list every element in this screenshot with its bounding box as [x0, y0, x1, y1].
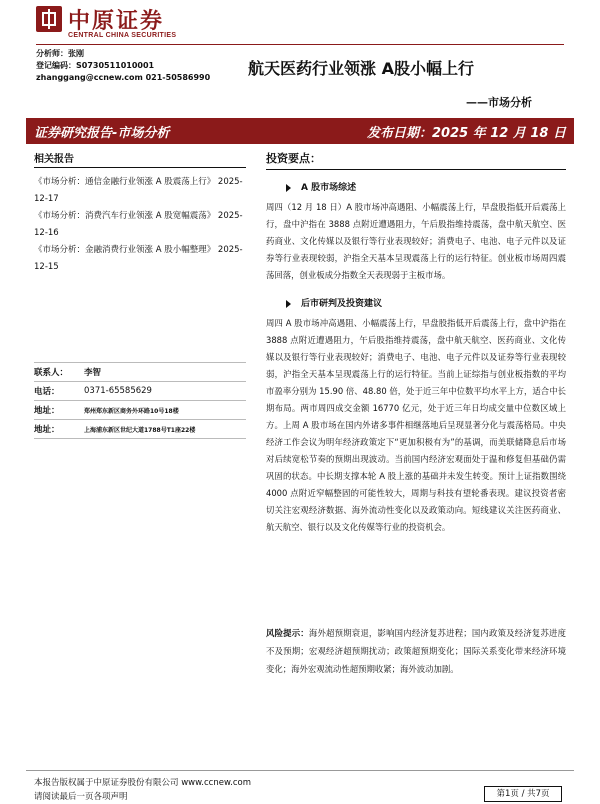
contact-block — [34, 362, 246, 439]
address-row — [34, 420, 246, 439]
address-value: 郑州郑东新区商务外环路10号18楼 — [84, 407, 179, 415]
market-summary-text: 周四（12 月 18 日）A 股市场冲高遇阻、小幅震荡上行，早盘股指低开后震荡上行，盘中沪指在 3888 点附近遭遇阻力，午后股指维持震荡，盘中航天航空、医药商业、文化传媒以及银行等行业表现较好；消费电子、电池、电子元件以及证券等行业表现较弱，沪指全天基本呈现震荡上行的运行特征。创业板市场周四震荡回落，创业板成分指数全天表现弱于主板市场。 — [266, 202, 566, 280]
section-heading-text: A 股市场综述 — [301, 183, 357, 193]
phone-row — [34, 382, 246, 401]
banner-report-type: 证券研究报告-市场分析 — [34, 126, 170, 141]
footer-rule — [26, 770, 574, 771]
phone-label: 电话： — [34, 387, 60, 397]
page-subtitle: ——市场分析 — [466, 96, 532, 109]
triangle-bullet-icon — [286, 184, 291, 192]
related-item[interactable]: 《市场分析：金融消费行业领涨 A 股小幅整理》 2025-12-15 — [34, 245, 243, 272]
investment-highlights — [266, 150, 566, 536]
contact-row — [34, 362, 246, 382]
copyright-text: 本报告版权属于中原证券股份有限公司 www.ccnew.com — [34, 778, 251, 788]
section-heading-text: 后市研判及投资建议 — [301, 299, 383, 309]
contact-name: 李智 — [84, 368, 102, 378]
address-row — [34, 401, 246, 420]
report-banner — [26, 118, 574, 144]
page-number: 第1页 / 共7页 — [484, 786, 562, 802]
triangle-bullet-icon — [286, 300, 291, 308]
outlook-text: 周四 A 股市场冲高遇阻、小幅震荡上行，早盘股指低开后震荡上行，盘中沪指在 3888 点附近遭遇阻力，午后股指维持震荡，盘中航天航空、医药商业、文化传媒以及银行等行业表现较好；消费电子、电池、电子元件以及证券等行业表现较弱，沪指全天基本呈现震荡上行的运行特征。当前上证综指与创业板指数的平均市盈率分别为 15.90 倍、48.80 倍，处于近三年中位数平均水平上方，适合中长期布局。两市周四成交金额 16770 亿元，处于近三年日均成交量中位数区域上方。上周 A 股市场在国内外诸多事件相继落地后呈现显著分化与震荡格局。中央经济工作会议为明年经济政策定下“更加积极有为”的基调，而美联储降息后市场对后续宽松节奏的预期出现波动。当前国内经济宏观面处于温和修复但基础仍需巩固的状态。中长期支撑本轮 A 股上涨的基础并未发生转变。预计上证指数围绕 4000 点附近窄幅整固的可能性较大，周期与科技有望轮番表现。建议投资者密切关注宏观经济数据、海外流动性变化以及政策动向。短线建议关注医药商业、航天航空、银行以及文化传媒等行业的投资机会。 — [266, 318, 566, 532]
risk-label: 风险提示： — [266, 628, 309, 638]
contact-label: 联系人： — [34, 368, 69, 378]
analyst-contact: zhanggang@ccnew.com 021-50586990 — [36, 73, 211, 82]
address-label: 地址： — [34, 406, 60, 416]
invest-title: 投资要点： — [266, 150, 566, 170]
risk-warning — [266, 624, 566, 678]
analyst-label: 分析师： — [36, 49, 68, 58]
related-reports — [34, 150, 246, 276]
logo-cn-text: 中原证券 — [68, 9, 165, 34]
logo-mark-icon — [36, 6, 62, 32]
logo-en-text: CENTRAL CHINA SECURITIES — [68, 32, 177, 39]
related-item[interactable]: 《市场分析：通信金融行业领涨 A 股震荡上行》 2025-12-17 — [34, 177, 243, 204]
address-value: 上海浦东新区世纪大道1788号T1座22楼 — [84, 426, 196, 434]
reg-label: 登记编码： — [36, 61, 76, 70]
analyst-info — [36, 48, 210, 84]
banner-publish-date: 发布日期：2025 年 12 月 18 日 — [367, 126, 566, 141]
header-rule — [36, 44, 564, 45]
company-logo — [36, 6, 186, 46]
page-title: 航天医药行业领涨 A股小幅上行 — [248, 59, 474, 78]
related-title: 相关报告 — [34, 150, 246, 168]
section-heading — [286, 180, 566, 193]
related-list — [34, 174, 246, 276]
address-label: 地址： — [34, 425, 60, 435]
risk-text: 海外超预期衰退，影响国内经济复苏进程；国内政策及经济复苏进度不及预期；宏观经济超预期扰动；政策超预期变化；国际关系变化带来经济环境变化；海外宏观流动性超预期收紧；海外波动加剧。 — [266, 628, 567, 674]
phone-value: 0371-65585629 — [84, 386, 152, 396]
section-heading — [286, 296, 566, 309]
related-item[interactable]: 《市场分析：消费汽车行业领涨 A 股宽幅震荡》 2025-12-16 — [34, 211, 243, 238]
analyst-name: 张刚 — [68, 49, 84, 58]
disclaimer-note: 请阅读最后一页各项声明 — [34, 792, 128, 802]
reg-code: S0730511010001 — [76, 61, 155, 70]
